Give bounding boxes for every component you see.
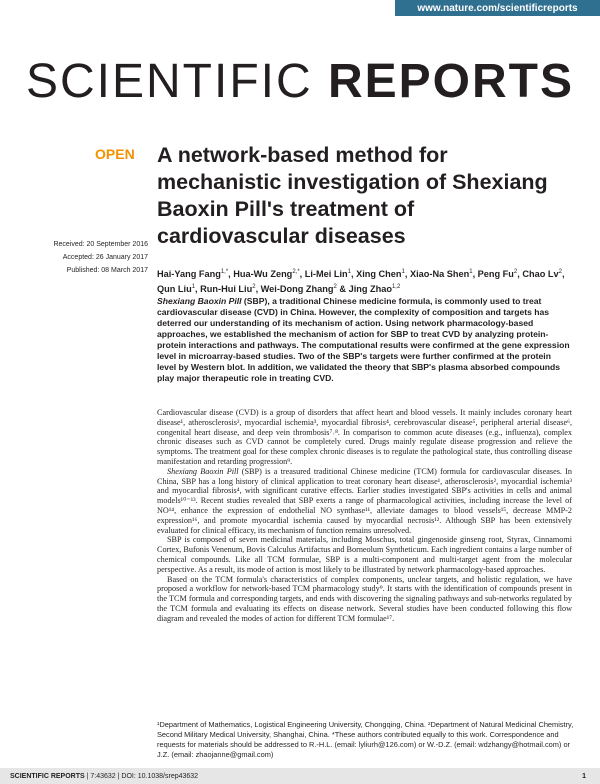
author-name: Hua-Wu Zeng: [233, 269, 293, 280]
author-name: Run-Hui Liu: [200, 284, 253, 295]
author-name: Hai-Yang Fang: [157, 269, 221, 280]
author-affiliation-mark: 2: [513, 269, 518, 275]
author-affiliation-mark: 1: [347, 269, 351, 275]
author-name: Jing Zhao: [348, 284, 392, 295]
author-name: Peng Fu: [477, 269, 514, 280]
body-paragraph-2-text: (SBP) is a treasured traditional Chinese medicine (TCM) formula for cardiovascular diseases. In China, SBP has a long history of clinical application to treat coronary heart disease¹, atherosclerosis², myocardial ischemia³ and myocardial fibrosis⁴, with significant curative effects. Earlier studies investigated SBP's activities in cells and animal models¹⁰⁻¹³. Recent studies revealed that SBP exerts a range of pharmacological activities, including increase the level of NO¹⁴, enhance the expression of endothelial NO synthase¹¹, alleviate damages to blood vessels¹⁵, decrease MMP-2 expression¹⁶, and promote myocardial ischemia caused by myocardial necrosis¹². Although SBP has been extensively evaluated for clinical efficacy, its mechanism of function remains unresolved.: [157, 466, 572, 535]
body-paragraph-2: [157, 467, 572, 536]
author-name: Xiao-Na Shen: [409, 269, 470, 280]
author-affiliation-mark: 1: [469, 269, 473, 275]
author-name: Wei-Dong Zhang: [260, 284, 334, 295]
author-affiliation-mark: 1,2: [391, 284, 401, 291]
author-name: Qun Liu: [157, 284, 192, 295]
author-affiliation-mark: 2,*: [292, 269, 300, 275]
page-number: 1: [582, 772, 586, 780]
author-affiliation-mark: 1: [191, 284, 196, 291]
article-body: [157, 408, 572, 624]
article-dates: [20, 238, 148, 277]
page-footer: [0, 768, 600, 784]
footer-citation: [10, 773, 198, 780]
journal-masthead: [0, 56, 600, 108]
affiliations: ¹Department of Mathematics, Logistical Engineering University, Chongqing, China. ²Department of Natural Medicinal Chemistry, Second Military Medical University, Shanghai, China. *These authors contributed equally to this work. Correspondence and requests for materials should be addressed to R.-H.L. (email: lyliurh@126.com) or W.-D.Z. (email: wdzhangy@hotmail.com) or J.Z. (email: zhaojanne@gmail.com): [157, 720, 574, 759]
author-affiliation-mark: 2: [333, 284, 337, 291]
body-paragraph-3: SBP is composed of seven medicinal materials, including Moschus, total gingenoside ginseng root, Styrax, Cinnamomi Cortex, Bufonis Venenum, Bovis Calculus Artifactus and Borneolum Syntheticum. Each ingredient contains a large number of chemical compounds. Like all TCM formulae, SBP is a multi-component and multi-target agent from the molecular perspective. As a result, its mode of action is most likely to be illustrated by network pharmacology-based approaches.: [157, 535, 572, 574]
journal-url[interactable]: www.nature.com/scientificreports: [395, 0, 600, 16]
accepted-date: Accepted: 26 January 2017: [62, 254, 148, 261]
author-affiliation-mark: 2: [558, 269, 562, 275]
footer-journal: SCIENTIFIC REPORTS: [10, 772, 85, 780]
author-list: Hai-Yang Fang$^{1,*}$, Hua-Wu Zeng$^{2,*}$, Li-Mei Lin$^1$, Xing Chen$^1$, Xiao-Na Shen$^1$, Peng Fu$^2$, Chao Lv$^2$, Qun Liu$^1$, Run-Hui Liu$^2$, Wei-Dong Zhang$^2$ & Jing Zhao$^{1,2}$: [157, 269, 565, 295]
received-date: Received: 20 September 2016: [53, 241, 148, 248]
body-paragraph-1: Cardiovascular disease (CVD) is a group of disorders that affect heart and blood vessels. It mainly includes coronary heart disease¹, atherosclerosis², myocardial ischemia³, myocardial fibrosis⁴, cerebrovascular disease⁵, peripheral arterial disease⁶, congenital heart disease, and deep vein thrombosis⁷˒⁸. In comparison to common acute diseases (e.g., influenza), complex chronic diseases such as CVD cannot be completely cured. Drugs mainly regulate disease progression and relieve the symptoms. The treatment goal for these complex chronic diseases is to regulate the pathological state, thus controlling disease manifestation and retarding progression⁹.: [157, 408, 572, 466]
body-term: Shexiang Baoxin Pill: [167, 466, 239, 476]
body-paragraph-4: Based on the TCM formula's characteristics of complex components, unclear targets, and holistic regulation, we have proposed a workflow for network-based TCM pharmacology study⁹. It starts with the identification of compounds present in the TCM formula and corresponding targets, and ends with discovering the signaling pathways and sub-networks regulated by the TCM formula and evaluating its effects on disease network. Several studies have been conducted following this flow diagram and revealed the modes of action for different TCM formulae¹⁷.: [157, 574, 572, 623]
abstract-text: (SBP), a traditional Chinese medicine formula, is commonly used to treat cardiovascular disease (CVD) in China. However, the complexity of composition and targets has deterred our understanding of its mechanism of action. Using network pharmacology-based approaches, we established the mechanism of action for SBP to treat CVD by analyzing protein-protein interactions and pathways. The computational results were confirmed at the gene expression level in microarray-based studies. Two of the SBP's targets were further confirmed at the protein level by Western blot. In addition, we validated the theory that SBP's plasma absorbed compounds play major therapeutic role in treating CVD.: [157, 296, 570, 383]
author-affiliation-mark: 2: [252, 284, 256, 291]
published-date: Published: 08 March 2017: [66, 267, 148, 274]
article-title: A network-based method for mechanistic investigation of Shexiang Baoxin Pill's treatment of cardiovascular diseases: [157, 143, 548, 248]
author-name: Li-Mei Lin: [304, 269, 348, 280]
masthead-reports: REPORTS: [327, 55, 575, 108]
footer-doi: | 7:43632 | DOI: 10.1038/srep43632: [84, 772, 199, 780]
author-name: Xing Chen: [356, 269, 402, 280]
open-access-label: OPEN: [95, 146, 135, 162]
author-affiliation-mark: 1: [401, 269, 405, 275]
author-name: Chao Lv: [522, 269, 559, 280]
abstract: [157, 296, 572, 384]
author-affiliation-mark: 1,*: [220, 269, 229, 275]
masthead-scientific: SCIENTIFIC: [25, 55, 328, 108]
abstract-term: Shexiang Baoxin Pill: [157, 296, 242, 306]
